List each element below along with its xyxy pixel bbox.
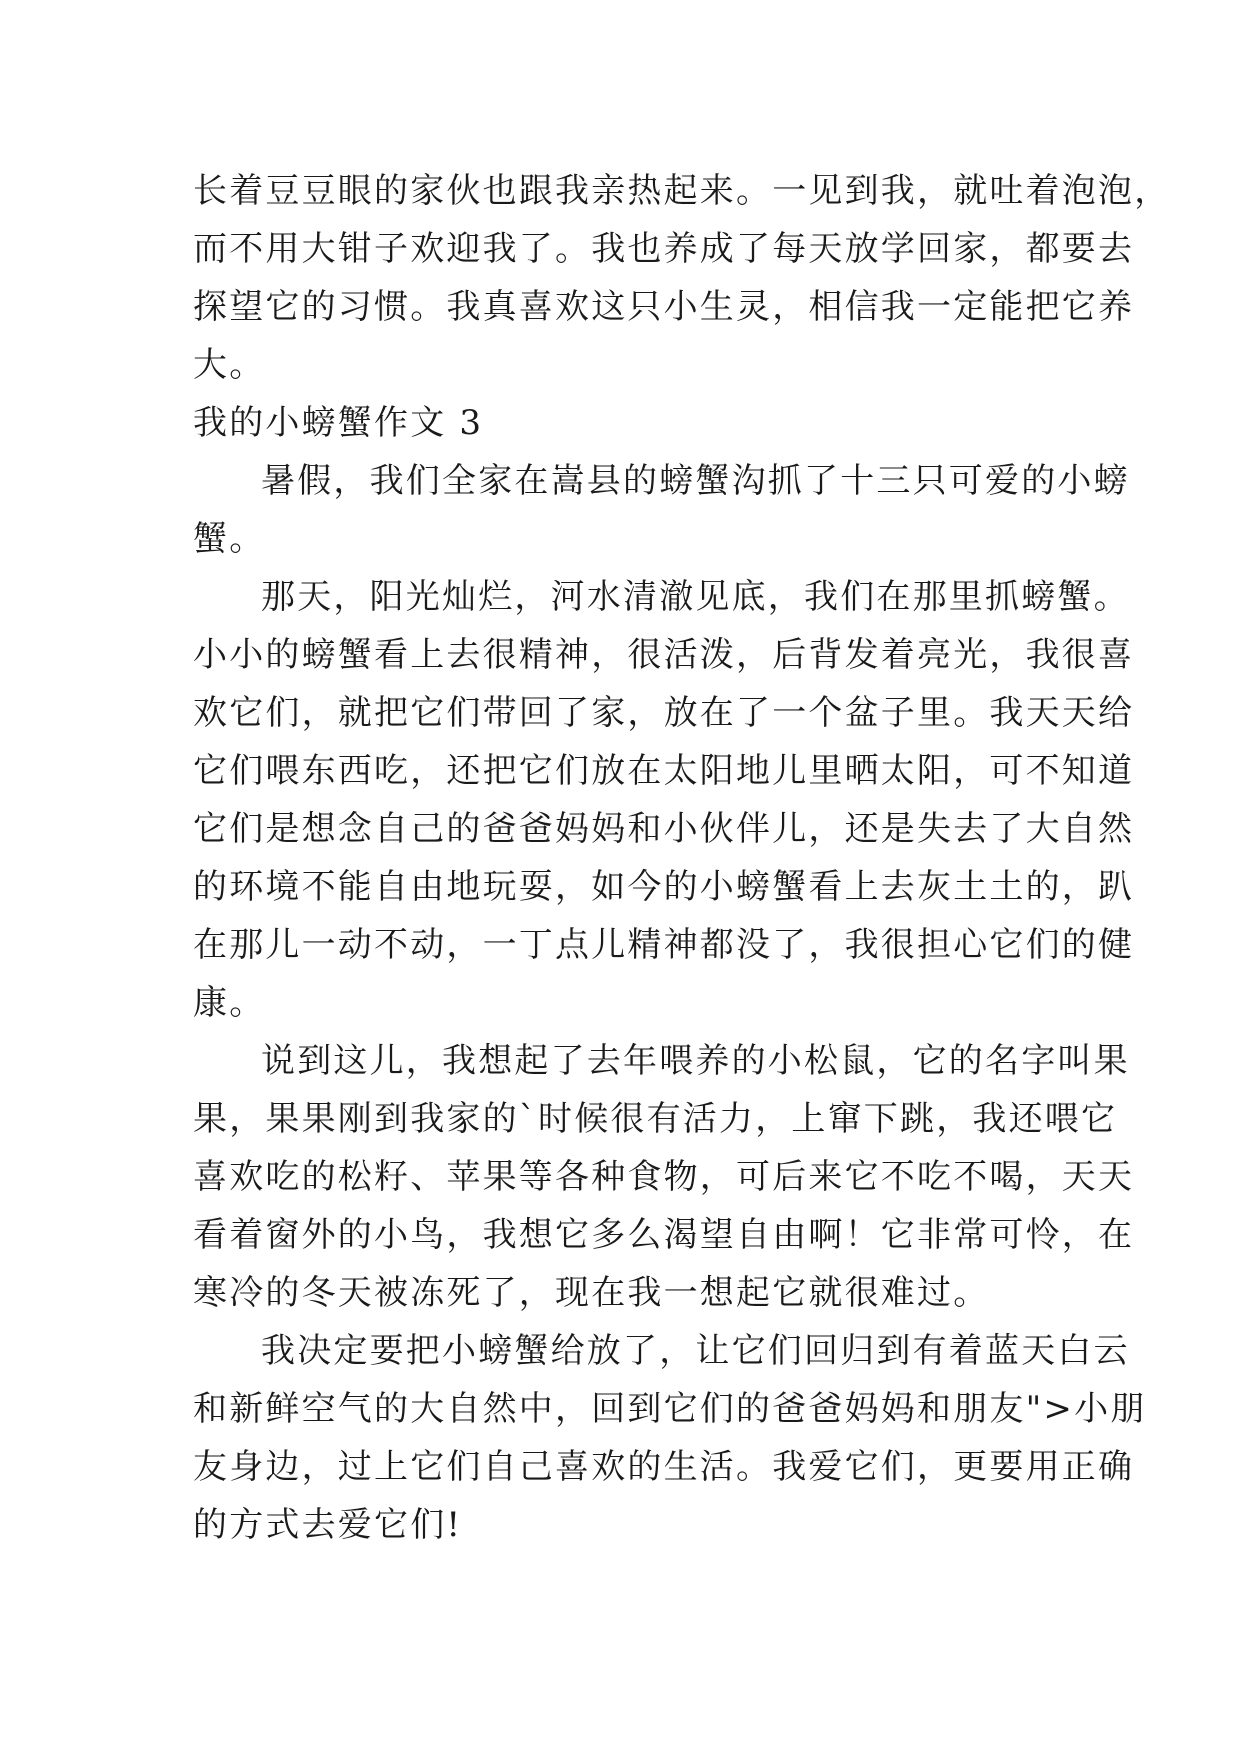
text-line: 长着豆豆眼的家伙也跟我亲热起来。一见到我，就吐着泡泡， [193, 171, 1171, 211]
text-line: 的环境不能自由地玩耍，如今的小螃蟹看上去灰土土的，趴 [193, 867, 1135, 907]
text-line: 那天，阳光灿烂，河水清澈见底，我们在那里抓螃蟹。 [261, 577, 1130, 617]
text-line: 蟹。 [193, 519, 266, 559]
text-line: 它们喂东西吃，还把它们放在太阳地儿里晒太阳，可不知道 [193, 751, 1135, 791]
text-line: 和新鲜空气的大自然中，回到它们的爸爸妈妈和朋友">小朋 [193, 1389, 1147, 1429]
text-line: 的方式去爱它们! [193, 1505, 463, 1545]
text-line: 友身边，过上它们自己喜欢的生活。我爱它们，更要用正确 [193, 1447, 1135, 1487]
text-line: 在那儿一动不动，一丁点儿精神都没了，我很担心它们的健 [193, 925, 1135, 965]
text-line: 暑假，我们全家在嵩县的螃蟹沟抓了十三只可爱的小螃 [261, 461, 1130, 501]
text-line: 说到这儿，我想起了去年喂养的小松鼠，它的名字叫果 [261, 1041, 1130, 1081]
essay-heading: 我的小螃蟹作文 3 [193, 403, 484, 443]
text-line: 我决定要把小螃蟹给放了，让它们回归到有着蓝天白云 [261, 1331, 1130, 1371]
text-line: 小小的螃蟹看上去很精神，很活泼，后背发着亮光，我很喜 [193, 635, 1135, 675]
essay-body [193, 162, 1171, 1554]
text-line: 它们是想念自己的爸爸妈妈和小伙伴儿，还是失去了大自然 [193, 809, 1135, 849]
text-line: 果，果果刚到我家的`时候很有活力，上窜下跳，我还喂它 [193, 1099, 1118, 1139]
text-line: 喜欢吃的松籽、苹果等各种食物，可后来它不吃不喝，天天 [193, 1157, 1135, 1197]
text-line: 大。 [193, 345, 266, 385]
text-line: 探望它的习惯。我真喜欢这只小生灵，相信我一定能把它养 [193, 287, 1135, 327]
text-line: 寒冷的冬天被冻死了，现在我一想起它就很难过。 [193, 1273, 990, 1313]
text-line: 看着窗外的小鸟，我想它多么渴望自由啊！它非常可怜，在 [193, 1215, 1135, 1255]
text-line: 欢它们，就把它们带回了家，放在了一个盆子里。我天天给 [193, 693, 1135, 733]
text-line: 而不用大钳子欢迎我了。我也养成了每天放学回家，都要去 [193, 229, 1135, 269]
text-line: 康。 [193, 983, 266, 1023]
